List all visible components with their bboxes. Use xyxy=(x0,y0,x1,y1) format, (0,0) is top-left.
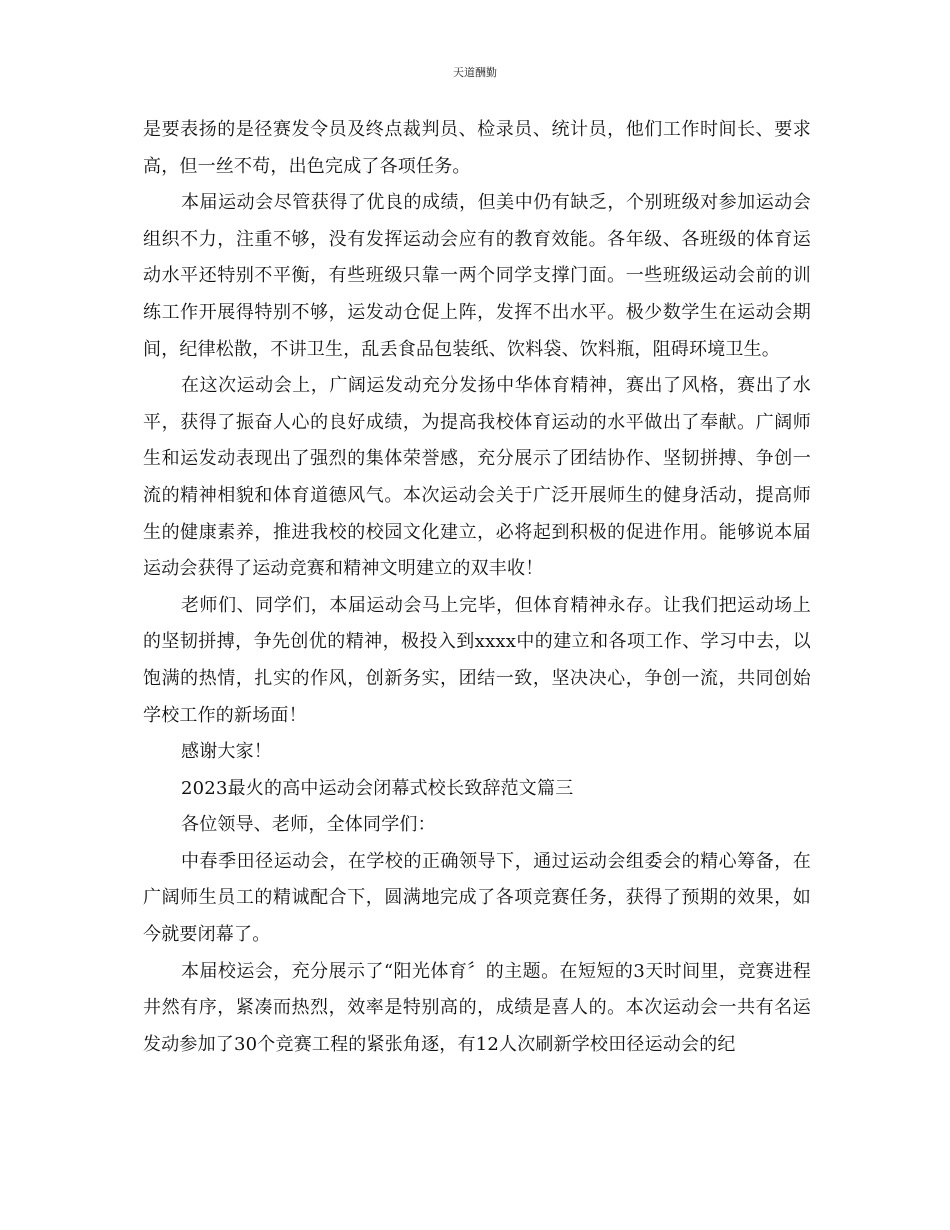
paragraph-1: 是要表扬的是径赛发令员及终点裁判员、检录员、统计员，他们工作时间长、要求高，但一丝不苟，出色完成了各项任务。 xyxy=(143,119,811,177)
document-body xyxy=(143,112,811,1063)
paragraph-4: 老师们、同学们，本届运动会马上完毕，但体育精神永存。让我们把运动场上的坚韧拼搏，争先创优的精神，极投入到xxxx中的建立和各项工作、学习中去，以饱满的热情，扎实的作风，创新务实，团结一致，坚决决心，争创一流，共同创始学校工作的新场面！ xyxy=(143,594,811,726)
paragraph-2: 本届运动会尽管获得了优良的成绩，但美中仍有缺乏，个别班级对参加运动会组织不力，注重不够，没有发挥运动会应有的教育效能。各年级、各班级的体育运动水平还特别不平衡，有些班级只靠一两个同学支撑门面。一些班级运动会前的训练工作开展得特别不够，运发动仓促上阵，发挥不出水平。极少数学生在运动会期间，纪律松散，不讲卫生，乱丢食品包装纸、饮料袋、饮料瓶，阻碍环境卫生。 xyxy=(143,192,811,360)
salutation: 各位领导、老师，全体同学们： xyxy=(181,814,436,836)
paragraph-thanks: 感谢大家！ xyxy=(181,741,272,763)
paragraph-6: 本届校运会，充分展示了“阳光体育〞的主题。在短短的3天时间里，竞赛进程井然有序，紧凑而热烈，效率是特别高的，成绩是喜人的。本次运动会一共有名运发动参加了30个竞赛工程的紧张角逐，有12人次刷新学校田径运动会的纪 xyxy=(143,960,811,1055)
page-header: 天道酬勤 xyxy=(453,66,497,79)
paragraph-3: 在这次运动会上，广阔运发动充分发扬中华体育精神，赛出了风格，赛出了水平，获得了振奋人心的良好成绩，为提高我校体育运动的水平做出了奉献。广阔师生和运发动表现出了强烈的集体荣誉感，充分展示了团结协作、坚韧拼搏、争创一流的精神相貌和体育道德风气。本次运动会关于广泛开展师生的健身活动，提高师生的健康素养，推进我校的校园文化建立，必将起到积极的促进作用。能够说本届运动会获得了运动竞赛和精神文明建立的双丰收！ xyxy=(143,375,811,580)
section-title: 2023最火的高中运动会闭幕式校长致辞范文篇三 xyxy=(181,777,574,799)
paragraph-5: 中春季田径运动会，在学校的正确领导下，通过运动会组委会的精心筹备，在广阔师生员工的精诚配合下，圆满地完成了各项竞赛任务，获得了预期的效果，如今就要闭幕了。 xyxy=(143,850,811,946)
